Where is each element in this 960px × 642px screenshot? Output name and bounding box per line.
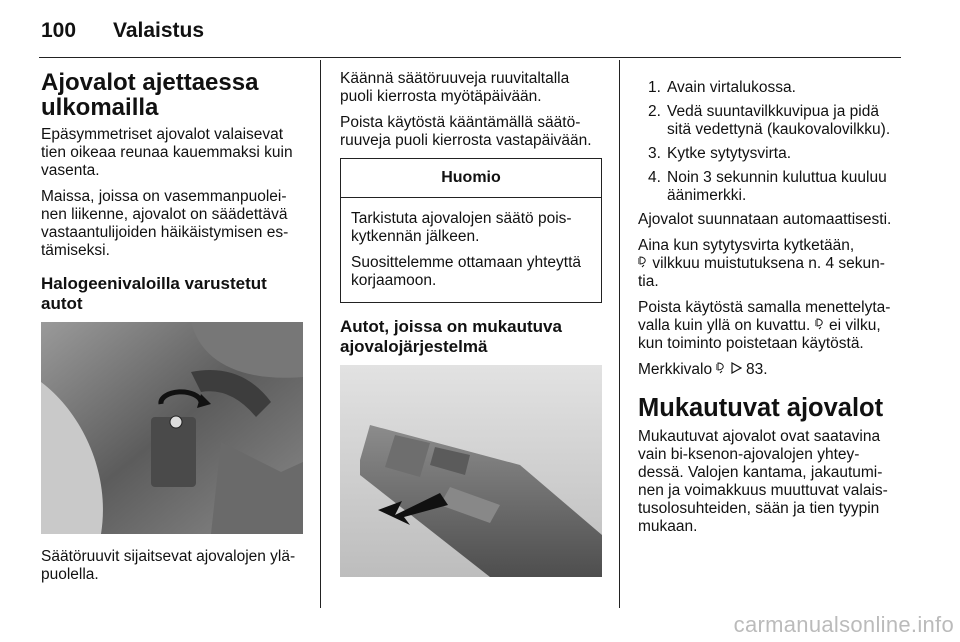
headlight-warning-icon — [815, 318, 825, 330]
column-divider-2 — [619, 60, 620, 608]
column-divider-1 — [320, 60, 321, 608]
list-item — [638, 103, 900, 139]
paragraph-indicator-ref — [638, 361, 900, 379]
step-text: Vedä suuntavilkkuvipua ja pidä sitä vedettynä (kaukovalovilkku). — [667, 103, 891, 138]
paragraph-adaptive-description: Mukautuvat ajovalot ovat saatavina vain bi-ksenon-ajovalojen yhtey-dessä. Valojen kantama, jakautumi-nen ja voimakkuus muuttuvat valais-tusolosuhteiden, sään ja tien tyypin mukaan. — [638, 428, 888, 535]
watermark: carmanualsonline.info — [733, 612, 954, 637]
step-number: 3. — [648, 145, 661, 162]
reminder-text-a: Aina kun sytytysvirta kytketään, — [638, 237, 855, 254]
headlight-warning-icon — [638, 256, 648, 268]
note-paragraph-workshop: Suosittelemme ottamaan yhteyttä korjaamoon. — [351, 254, 582, 289]
step-text: Noin 3 sekunnin kuluttua kuuluu äänimerkki. — [667, 169, 887, 204]
step-text: Avain virtalukossa. — [667, 79, 796, 96]
paragraph-turn-counterclockwise: Poista käytöstä kääntämällä säätö-ruuveja puoli kierrosta vastapäivään. — [340, 114, 592, 149]
list-item — [638, 79, 900, 97]
paragraph-asymmetric: Epäsymmetriset ajovalot valaisevat tien oikeaa reunaa kauemmaksi kuin vasenta. — [41, 126, 293, 179]
disable-text-a: Poista käytöstä samalla menettelyta-valla kuin yllä on kuvattu. — [638, 299, 891, 334]
paragraph-reminder — [638, 237, 900, 291]
adjusting-screw — [170, 416, 182, 428]
step-number: 1. — [648, 79, 661, 96]
paragraph-disable — [638, 299, 900, 353]
subheading-adaptive: Autot, joissa on mukautuva ajovalojärjestelmä — [340, 317, 562, 356]
disable-text-b: ei vilku, kun toiminto poistetaan käytöstä. — [638, 317, 881, 352]
section-heading-abroad: Ajovalot ajettaessa ulkomailla — [41, 69, 259, 121]
note-paragraph-check: Tarkistuta ajovalojen säätö pois-kytkennän jälkeen. — [351, 210, 572, 245]
list-item — [638, 145, 900, 163]
column-2 — [340, 70, 602, 577]
photo-caption: Säätöruuvit sijaitsevat ajovalojen ylä-puolella. — [41, 548, 296, 583]
page-reference-arrow-icon[interactable] — [731, 362, 742, 374]
paragraph-automatic: Ajovalot suunnataan automaattisesti. — [638, 211, 892, 228]
subheading-halogen: Halogeenivaloilla varustetut autot — [41, 274, 267, 313]
page-number: 100 — [41, 19, 77, 42]
section-heading-adaptive: Mukautuvat ajovalot — [638, 394, 884, 422]
list-item — [638, 169, 900, 205]
note-box — [340, 158, 602, 303]
headlight-adjuster-photo — [41, 322, 303, 534]
step-number: 4. — [648, 169, 661, 186]
column-1 — [41, 70, 303, 592]
header-divider — [39, 57, 901, 58]
note-heading: Huomio — [341, 159, 601, 198]
step-number: 2. — [648, 103, 661, 120]
step-text: Kytke sytytysvirta. — [667, 145, 792, 162]
steps-list — [638, 79, 900, 205]
headlight-warning-icon — [716, 362, 726, 374]
indicator-ref-page[interactable]: 83. — [746, 361, 768, 378]
section-title: Valaistus — [113, 19, 205, 42]
column-3 — [638, 79, 900, 544]
note-body — [341, 198, 601, 302]
paragraph-left-traffic: Maissa, joissa on vasemmanpuolei-nen liikenne, ajovalot on säädettävä vastaantulijoiden häikäistymisen es-tämiseksi. — [41, 188, 289, 259]
indicator-ref-label: Merkkivalo — [638, 361, 713, 378]
reminder-text-b: vilkkuu muistutuksena n. 4 sekun-tia. — [638, 255, 885, 290]
turn-signal-lever-photo — [340, 365, 602, 577]
paragraph-turn-clockwise: Käännä säätöruuveja ruuvitaltalla puoli kierrosta myötäpäivään. — [340, 70, 570, 105]
